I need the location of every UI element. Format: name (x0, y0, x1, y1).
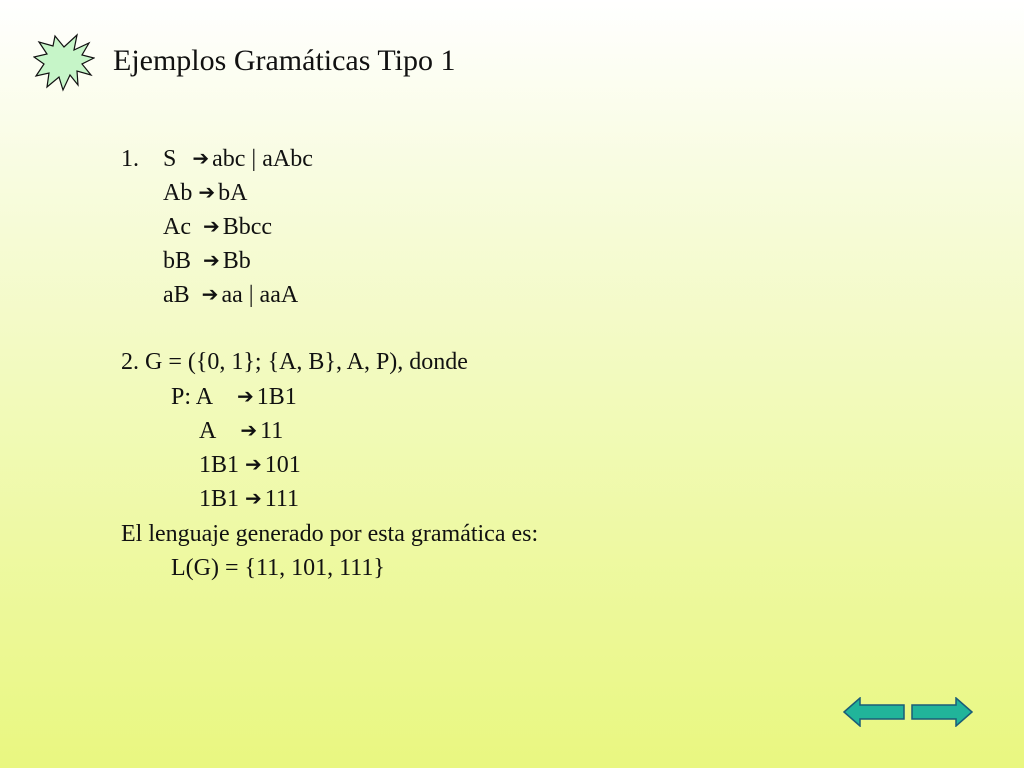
arrow-right-icon: ➔ (240, 418, 258, 442)
arrow-right-icon: ➔ (192, 146, 210, 170)
language-value: L(G) = {11, 101, 111} (171, 555, 385, 581)
arrow-right-icon: ➔ (237, 384, 254, 408)
example2-rule-1 (171, 381, 297, 412)
example1-number: 1. (121, 146, 139, 172)
arrow-right-icon: ➔ (203, 248, 220, 272)
rule-lhs: A (199, 418, 217, 444)
example1-rule-3 (163, 211, 272, 242)
example2-header: 2. G = ({0, 1}; {A, B}, A, P), donde (121, 349, 468, 375)
rule-lhs: aB (163, 282, 190, 308)
example1-rule-4 (163, 245, 251, 276)
right-arrow-icon[interactable] (911, 697, 973, 727)
example2-rule-2 (199, 415, 283, 446)
rule-lhs: Ab (163, 180, 193, 206)
left-arrow-icon[interactable] (843, 697, 905, 727)
rule-rhs: 1B1 (256, 384, 297, 410)
example2-rule-3 (199, 449, 301, 480)
rule-rhs: Bb (222, 248, 251, 274)
rule-rhs: aa | aaA (221, 282, 299, 308)
example1-rule-2 (163, 177, 247, 208)
arrow-right-icon: ➔ (245, 452, 262, 476)
rule-rhs: 11 (260, 418, 284, 444)
rule-lhs: Ac (163, 214, 191, 240)
rule-lhs: S (163, 146, 177, 172)
starburst-icon (33, 33, 95, 93)
rule-rhs: bA (218, 180, 248, 206)
rule-rhs: Bbcc (222, 214, 273, 240)
example1-rule-5 (163, 279, 298, 310)
arrow-right-icon: ➔ (245, 486, 262, 510)
rule-rhs: 101 (264, 452, 301, 478)
example1-rule-1 (121, 143, 313, 174)
rule-lhs: bB (163, 248, 192, 274)
example2-rule-4 (199, 483, 299, 514)
p-label: P: A (171, 384, 214, 410)
rule-rhs: abc | aAbc (212, 146, 313, 172)
arrow-right-icon: ➔ (201, 282, 219, 306)
arrow-right-icon: ➔ (198, 180, 216, 204)
rule-lhs: 1B1 (199, 452, 240, 478)
slide-title: Ejemplos Gramáticas Tipo 1 (113, 44, 456, 77)
language-description: El lenguaje generado por esta gramática es: (121, 521, 539, 547)
rule-lhs: 1B1 (199, 486, 240, 512)
arrow-right-icon: ➔ (202, 214, 220, 238)
rule-rhs: 111 (264, 486, 299, 512)
